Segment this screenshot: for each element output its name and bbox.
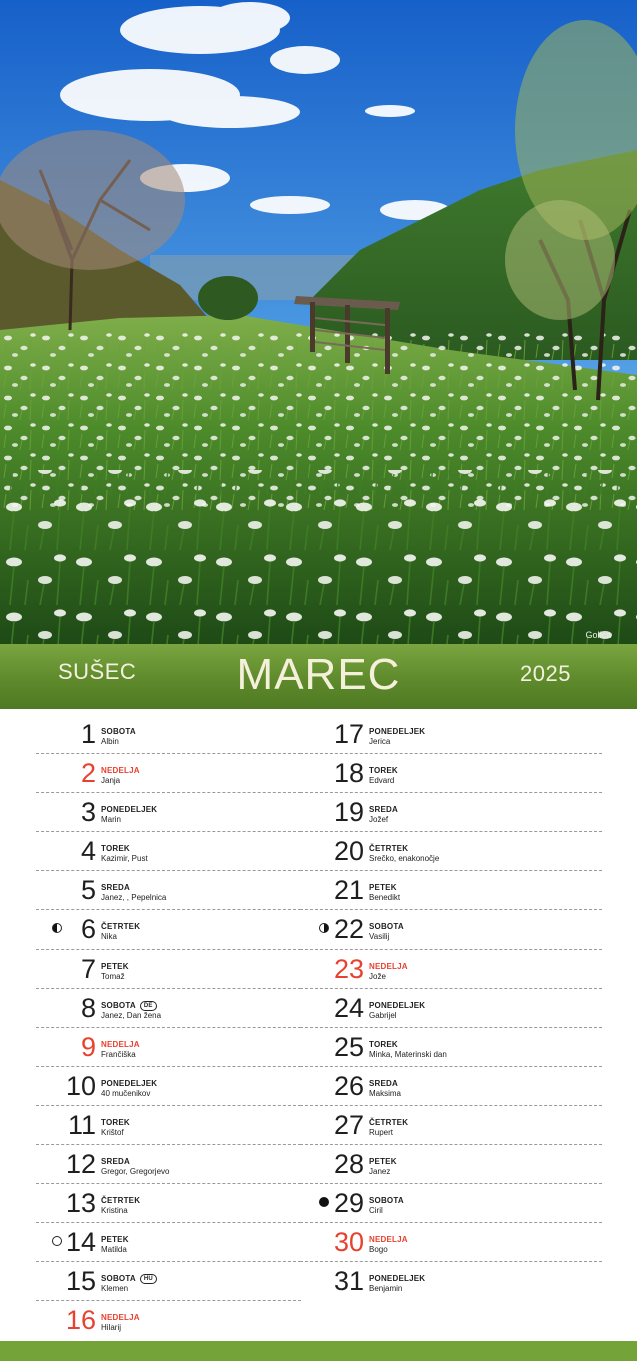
weekday-label [369,766,398,775]
day-row [36,871,301,910]
name-day-text: Frančiška [101,1049,136,1059]
weekday-label [369,922,404,931]
day-row [36,950,301,989]
name-day-text: Jožef [369,815,389,825]
name-day-text: Edvard [369,776,395,786]
day-row [300,1145,602,1184]
weekday-label [369,1118,408,1127]
day-number: 23 [333,953,364,984]
name-day-text: Srečko, enakonočje [369,854,440,864]
day-number: 4 [80,836,96,867]
name-day-text: Bogo [369,1245,388,1255]
day-row [300,1028,602,1067]
weekday-text: PETEK [101,1235,129,1245]
day-row [300,950,602,989]
weekday-label [101,1157,130,1166]
weekday-text: ČETRTEK [369,844,409,854]
day-row [36,715,301,754]
name-day-text: Kazimir, Pust [101,854,148,864]
day-row [300,871,602,910]
name-day-text: Marin [101,815,122,825]
name-day-text: Kristina [101,1206,128,1216]
day-row [36,1028,301,1067]
weekday-text: ČETRTEK [101,922,141,932]
day-row [300,832,602,871]
name-day-text: Hilarij [101,1323,121,1333]
day-row [36,1145,301,1184]
day-number: 10 [65,1070,96,1101]
photo-credit: Golica [585,630,611,640]
weekday-text: NEDELJA [101,766,140,776]
name-day-text: Maksima [369,1088,402,1098]
weekday-label [369,1235,408,1244]
day-row [36,754,301,793]
day-number: 11 [67,1109,96,1140]
day-row [300,910,602,949]
month-title: MAREC [236,650,401,699]
weekday-text: SREDA [101,883,131,893]
weekday-text: TOREK [101,844,130,854]
weekday-text: ČETRTEK [101,1196,141,1206]
day-row [300,1067,602,1106]
day-number: 16 [65,1305,96,1336]
weekday-text: SREDA [369,805,399,815]
weekday-label [369,1001,425,1010]
weekday-text: TOREK [369,766,398,776]
weekday-label [101,962,129,971]
name-day-text: Tomaž [101,971,125,981]
day-row [300,1106,602,1145]
day-row [36,1223,301,1262]
weekday-text: PONEDELJEK [369,727,426,736]
weekday-label [101,1313,140,1322]
name-day-text: Albin [101,737,119,746]
month-old-name: SUŠEC [58,659,137,684]
weekday-label [101,1118,130,1127]
day-number: 3 [80,797,96,828]
name-day-text: Janez, Dan žena [101,1010,162,1020]
weekday-label [101,805,157,814]
name-day-text: Benjamin [369,1284,403,1294]
day-number: 14 [65,1227,96,1258]
month-header [0,644,637,709]
name-day-text: Vasilij [369,932,390,942]
name-day-text: 40 mučenikov [101,1088,151,1098]
weekday-text: NEDELJA [101,1313,140,1323]
calendar-column-left [36,715,301,1341]
weekday-label [101,1196,140,1205]
day-row [36,1301,301,1340]
weekday-label [101,883,130,892]
weekday-text: PONEDELJEK [101,805,158,815]
name-day-text: Janez, , Pepelnica [101,893,167,903]
holiday-badge: HU [140,1274,157,1284]
name-day-text: Jože [369,971,386,981]
name-day-text: Ciril [369,1206,383,1216]
weekday-text: SOBOTA [369,1196,404,1206]
weekday-label [101,727,136,736]
weekday-text: SOBOTA [101,727,136,736]
name-day-text: Benedikt [369,893,401,903]
day-row [36,1184,301,1223]
day-number: 9 [80,1031,96,1062]
day-number: 24 [333,992,364,1023]
weekday-label [101,766,140,775]
name-day-text: Gabrijel [369,1010,397,1020]
weekday-label [101,1040,140,1049]
day-row [36,793,301,832]
day-row [300,715,602,754]
day-row [300,1262,602,1301]
landscape-photo [0,0,637,644]
day-number: 7 [80,953,96,984]
day-number: 13 [65,1188,96,1219]
weekday-label [369,883,397,892]
weekday-text: SREDA [101,1157,131,1167]
weekday-text: NEDELJA [101,1039,140,1049]
day-row [300,754,602,793]
day-number: 6 [80,914,96,945]
day-row [300,1223,602,1262]
day-number: 30 [333,1227,364,1258]
day-number: 15 [65,1266,96,1297]
holiday-badge: DE [140,1001,157,1011]
day-row [36,989,301,1028]
day-number: 17 [333,719,364,749]
weekday-label [101,844,130,853]
weekday-text: PETEK [369,883,397,893]
day-number: 18 [333,758,364,789]
weekday-label [101,1079,157,1088]
weekday-label [369,1040,398,1049]
name-day-text: Matilda [101,1245,127,1255]
day-row [36,1262,301,1301]
name-day-text: Janja [101,776,121,786]
weekday-text: SREDA [369,1078,399,1088]
day-row [36,910,301,949]
day-number: 25 [333,1031,364,1062]
weekday-text: PONEDELJEK [369,1000,426,1010]
weekday-text: NEDELJA [369,1235,408,1245]
day-number: 5 [80,875,96,906]
bottom-bar [0,1341,637,1361]
weekday-label [369,805,398,814]
weekday-label [369,844,408,853]
day-row [36,1106,301,1145]
weekday-label [101,1001,157,1011]
weekday-text: NEDELJA [369,961,408,971]
day-number: 2 [80,758,96,789]
day-number: 21 [333,875,364,906]
name-day-text: Krištof [101,1127,124,1137]
day-row [300,1184,602,1223]
weekday-text: PONEDELJEK [369,1274,426,1284]
day-row [300,989,602,1028]
weekday-label [369,1196,404,1205]
weekday-label [369,962,408,971]
weekday-text: PETEK [369,1157,397,1167]
calendar-column-right [300,715,602,1301]
day-number: 29 [333,1188,364,1219]
weekday-label [101,1274,157,1284]
weekday-text: SOBOTA [101,1274,136,1284]
day-number: 22 [333,914,364,945]
day-number: 8 [80,992,96,1023]
weekday-label [101,922,140,931]
day-row [300,793,602,832]
name-day-text: Gregor, Gregorjevo [101,1167,170,1177]
name-day-text: Nika [101,932,118,942]
weekday-label [369,1079,398,1088]
weekday-label [369,1157,397,1166]
weekday-text: TOREK [369,1039,398,1049]
day-row [36,1067,301,1106]
day-number: 27 [333,1109,364,1140]
name-day-text: Klemen [101,1284,129,1294]
day-row [36,832,301,871]
day-number: 12 [65,1149,96,1180]
weekday-label [369,1274,425,1283]
day-number: 28 [333,1149,364,1180]
weekday-label [369,727,425,736]
day-number: 1 [80,719,96,749]
year-label: 2025 [520,661,571,686]
weekday-label [101,1235,129,1244]
weekday-text: PONEDELJEK [101,1078,158,1088]
weekday-text: ČETRTEK [369,1117,409,1127]
weekday-text: SOBOTA [369,922,404,932]
weekday-text: TOREK [101,1117,130,1127]
name-day-text: Jerica [369,737,391,746]
name-day-text: Minka, Materinski dan [369,1049,447,1059]
name-day-text: Janez [369,1167,391,1177]
day-number: 19 [333,797,364,828]
day-number: 20 [333,836,364,867]
day-number: 26 [333,1070,364,1101]
name-day-text: Rupert [369,1127,394,1137]
weekday-text: PETEK [101,961,129,971]
day-number: 31 [333,1266,364,1297]
weekday-text: SOBOTA [101,1000,136,1010]
